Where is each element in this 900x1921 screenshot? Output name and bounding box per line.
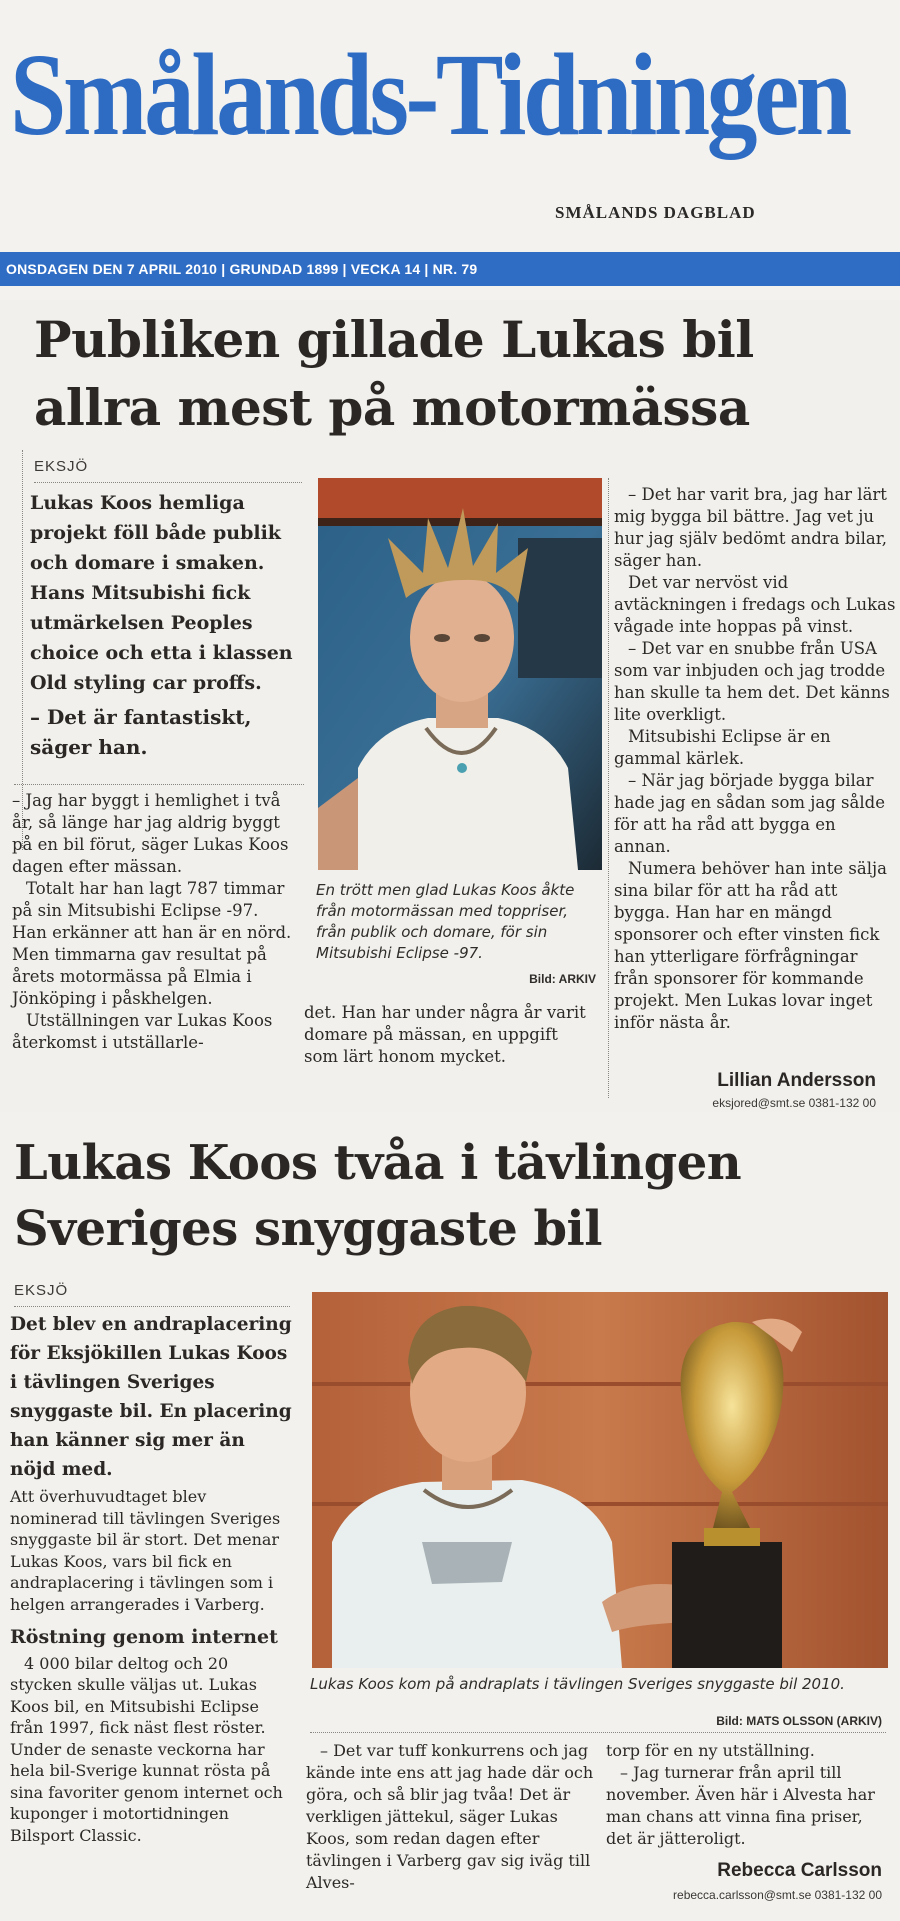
article2-caption: Lukas Koos kom på andraplats i tävlingen Sveriges snyggaste bil 2010. — [310, 1675, 845, 1693]
article2-subhead: Röstning genom internet — [10, 1626, 278, 1648]
article2-photo-credit: Bild: MATS OLSSON (ARKIV) — [716, 1714, 882, 1728]
paragraph: torp för en ny utställning. — [606, 1741, 815, 1760]
article2-column-1 — [10, 1486, 292, 1846]
article1-quote: – Det är fantastiskt, säger han. — [30, 705, 252, 759]
paragraph: det. Han har under några år varit domare på mässan, en uppgift som lärt honom mycket. — [304, 1003, 586, 1066]
paragraph: Totalt har han lagt 787 timmar på sin Mitsubishi Eclipse -97. Han erkänner att han är en nörd. Men timmarna gav resultat på årets motormässa på Elmia i Jönköping i påskhelgen. — [12, 879, 292, 1008]
paragraph: 4 000 bilar deltog och 20 stycken skulle väljas ut. Lukas Koos bil, en Mitsubishi Eclipse från 1997, fick näst flest röster. Under de senaste veckorna har hela bil-Sverige kunnat rösta på sina favoriter genom internet och kuponger i motortidningen Bilsport Classic. — [10, 1653, 283, 1845]
article1-column-1 — [12, 790, 292, 1054]
article1-kicker: EKSJÖ — [34, 458, 89, 475]
caption-rule — [310, 1732, 886, 1733]
article1-photo-credit: Bild: ARKIV — [529, 972, 596, 986]
newspaper-subtitle: SMÅLANDS DAGBLAD — [555, 203, 756, 222]
article2-headline: Lukas Koos tvåa i tävlingen Sveriges snyggaste bil — [14, 1135, 742, 1257]
article2-column-2 — [306, 1740, 594, 1894]
article2-kicker: EKSJÖ — [14, 1282, 69, 1299]
lead-rule — [14, 784, 304, 785]
newspaper-title: Smålands-Tidningen — [10, 29, 849, 160]
article2-email: rebecca.carlsson@smt.se 0381-132 00 — [673, 1888, 882, 1902]
masthead — [0, 0, 900, 300]
article1-lead: Lukas Koos hemliga projekt föll både publik och domare i smaken. Hans Mitsubishi fick utmärkelsen Peoples choice och etta i klassen Old styling car proffs. — [30, 492, 293, 694]
trophy-photo — [312, 1292, 888, 1668]
article1-photo — [318, 478, 602, 870]
article1-byline: Lillian Andersson — [717, 1070, 876, 1091]
paragraph: – Det har varit bra, jag har lärt mig bygga bil bättre. Jag vet ju hur jag själv bedömt andra bilar, säger han. — [614, 485, 888, 570]
article1-column-2 — [304, 1002, 594, 1068]
article2-lead: Det blev en andraplacering för Eksjökillen Lukas Koos i tävlingen Sveriges snyggaste bil. En placering han känner sig mer än nöjd med. — [10, 1314, 292, 1480]
kicker-rule — [34, 482, 302, 483]
paragraph: Att överhuvudtaget blev nominerad till tävlingen Sveriges snyggaste bil är stort. Det menar Lukas Koos, vars bil fick en andraplacering i tävlingen som i helgen arrangerades i Varberg. — [10, 1487, 281, 1614]
paragraph: – När jag började bygga bilar hade jag en sådan som jag sålde för att ha råd att bygga en annan. — [614, 771, 885, 856]
paragraph: Det var nervöst vid avtäckningen i fredags och Lukas vågade inte hoppas på vinst. — [614, 573, 896, 636]
article2-photo — [312, 1292, 888, 1668]
dateline-bar: ONSDAGEN DEN 7 APRIL 2010 | GRUNDAD 1899 | VECKA 14 | NR. 79 — [0, 252, 900, 286]
paragraph: – Det var tuff konkurrens och jag kände inte ens att jag hade där och göra, och så blir jag tvåa! Det är verkligen jättekul, säger Lukas Koos, som redan dagen efter tävlingen i Varberg gav sig iväg till Alves- — [306, 1741, 594, 1892]
paragraph: – Jag har byggt i hemlighet i två år, så länge har jag aldrig byggt på en bil förut, säger Lukas Koos dagen efter mässan. — [12, 791, 289, 876]
article-motormassa — [0, 300, 900, 1112]
paragraph: – Det var en snubbe från USA som var inbjuden och jag trodde han skulle ta hem det. Det känns lite overkligt. — [614, 639, 890, 724]
article-snyggaste-bil — [0, 1112, 900, 1921]
article1-column-3 — [614, 484, 896, 1034]
paragraph: – Jag turnerar från april till november. Även här i Alvesta har man chans att vinna fina priser, det är jätteroligt. — [606, 1763, 875, 1848]
column-rule — [608, 478, 609, 1098]
paragraph: Mitsubishi Eclipse är en gammal kärlek. — [614, 727, 831, 768]
paragraph: Numera behöver han inte sälja sina bilar för att ha råd att bygga. Han har en mängd sponsorer och efter vinsten fick han ytterligare förfrågningar från sponsorer för kommande projekt. Men Lukas lovar inget inför nästa år. — [614, 859, 887, 1032]
article1-headline: Publiken gillade Lukas bil allra mest på motormässa — [34, 310, 754, 437]
article2-byline: Rebecca Carlsson — [717, 1860, 882, 1881]
kicker-rule — [14, 1306, 290, 1307]
paragraph: Utställningen var Lukas Koos återkomst i utställarle- — [12, 1011, 273, 1052]
article2-column-3 — [606, 1740, 888, 1850]
portrait-photo — [318, 478, 602, 870]
article1-caption: En trött men glad Lukas Koos åkte från motormässan med toppriser, från publik och domare, för sin Mitsubishi Eclipse -97. — [316, 881, 575, 962]
article1-email: eksjored@smt.se 0381-132 00 — [712, 1096, 876, 1110]
